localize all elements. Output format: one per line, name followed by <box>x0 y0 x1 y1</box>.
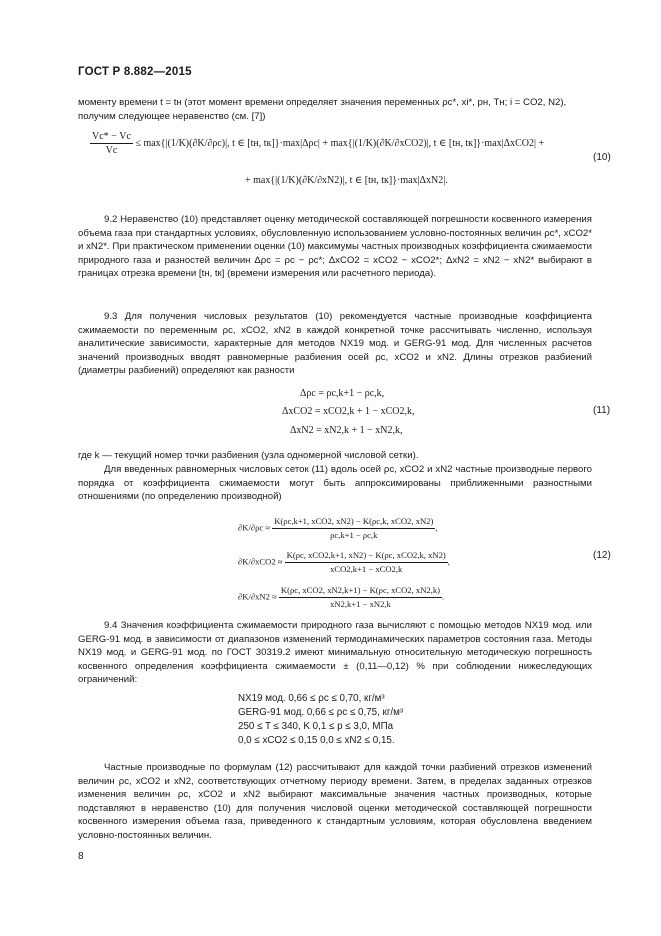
document-header: ГОСТ Р 8.882—2015 <box>78 66 192 78</box>
equation-12-number: (12) <box>593 550 611 561</box>
equation-11-number: (11) <box>593 405 611 416</box>
limit-row: 250 ≤ T ≤ 340, K 0,1 ≤ p ≤ 3,0, МПа <box>238 721 394 732</box>
paragraph-9-2: 9.2 Неравенство (10) представляет оценку методической составляющей погрешности косвенного измерения объема газа при стандартных условиях, обусловленную использованием условно-постоянных величин ρс*, xCO2* и xN2*. При практическом применении оценки (10) максимумы частных производных коэффициента сжимаемости природного газа и разностей величин Δρс = ρс − ρс*; ΔxCO2 = xCO2 − xCO2*; ΔxN2 = xN2 − xN2* выбирают в границах отрезка времени [tн, tк] (времени измерения или расчетного периода). <box>78 214 592 280</box>
limit-row: GERG-91 мод. 0,66 ≤ ρс ≤ 0,75, кг/м³ <box>238 707 404 718</box>
limit-row: 0,0 ≤ xCO2 ≤ 0,15 0,0 ≤ xN2 ≤ 0,15. <box>238 735 395 746</box>
equation-10-line-1 <box>90 130 544 157</box>
intro-line-1: моменту времени t = tн (этот момент времени определяет значения переменных ρс*, xi*, pн, Tн; i = CO2, N2), <box>78 97 567 108</box>
k-definition: где k — текущий номер точки разбиения (узла одномерной числовой сетки). <box>78 450 419 461</box>
equation-11-line-2: ΔxCO2 = xCO2,k + 1 − xCO2,k, <box>282 406 415 417</box>
limit-row: NX19 мод. 0,66 ≤ ρс ≤ 0,70, кг/м³ <box>238 693 385 704</box>
equation-10-rhs-1: ≤ max{|(1/K)(∂K/∂ρс)|, t ∈ [tн, tк]}·max|Δρс| + max{|(1/K)(∂K/∂xCO2)|, t ∈ [tн, tк]}·max|ΔxCO2| + <box>135 137 545 149</box>
equation-12-row-1: ∂K/∂ρс ≈ $\frac{\text{K(ρс,k+1, xCO2, xN2) − K(ρс,k, xCO2, xN2)}}{\rho с,k+1 - \rho с,k}$ , <box>238 516 438 540</box>
equation-12-row-2: ∂K/∂xCO2 ≈ $\frac{\text{K(ρс, xCO2,k+1, xN2) − K(ρс, xCO2,k, xN2)}}{\text{xCO2,k+1 − xCO2,k}}$ , <box>238 550 450 574</box>
page-number: 8 <box>78 851 84 862</box>
equation-11-line-1: Δρс = ρс,k+1 − ρс,k, <box>300 388 385 399</box>
paragraph-final: Частные производные по формулам (12) рассчитывают для каждой точки разбиений отрезков изменений величин ρс, xCO2 и xN2, соответствующих отчетному периоду времени. Затем, в пределах заданных отрезков изменения величин ρс, xCO2 и xN2 выбирают максимальные значения частных производных, которые подставляют в неравенство (10) для получения числовой оценки методической составляющей погрешности косвенного измерения объема газа, приведенного к стандартным условиям, которая обусловлена введением условно-постоянных величин. <box>78 762 592 841</box>
intro-line-2: получим следующее неравенство (см. [7]) <box>78 111 266 122</box>
limits-table <box>238 692 403 748</box>
paragraph-9-3: 9.3 Для получения числовых результатов (10) рекомендуется частные производные коэффициента сжимаемости по переменным ρс, xCO2, xN2 в каждой конкретной точке рассчитывать численно, используя аналитические зависимости, характерные для методов NX19 мод. и GERG-91 мод. Для численных расчетов значений производных вводят равномерные разбиения осей ρс, xCO2 и xN2. Длины отрезков разбиений (диаметры разбиений) определяют как разности <box>78 311 592 377</box>
equation-10-lhs: $\frac{Vс* - Vс}{Vс}$ <box>92 131 131 156</box>
equation-12-row-3: ∂K/∂xN2 ≈ $\frac{\text{K(ρс, xCO2, xN2,k+1) − K(ρс, xCO2, xN2,k)}}{xN2,k+1 - xN2,k}$ . <box>238 585 445 609</box>
equation-10-number: (10) <box>593 152 611 163</box>
paragraph-grid: Для введенных равномерных числовых сеток (11) вдоль осей ρс, xCO2 и xN2 частные производные первого порядка от коэффициента сжимаемости могут быть аппроксимированы приближенными разностными отношениями (по определению производной) <box>78 464 592 503</box>
equation-11-line-3: ΔxN2 = xN2,k + 1 − xN2,k, <box>290 425 403 436</box>
equation-10-line-2: + max{|(1/K)(∂K/∂xN2)|, t ∈ [tн, tк]}·max|ΔxN2|. <box>245 175 448 186</box>
paragraph-9-4: 9.4 Значения коэффициента сжимаемости природного газа вычисляют с помощью методов NX19 мод. или GERG-91 мод. в зависимости от диапазонов изменений термодинамических параметров состояния газа. Методы NX19 мод. и GERG-91 мод. по ГОСТ 30319.2 имеют минимальную относительную методическую погрешность косвенного определения коэффициента сжимаемости ± (0,11—0,12) % при соблюдении нижеследующих ограничений: <box>78 620 592 686</box>
